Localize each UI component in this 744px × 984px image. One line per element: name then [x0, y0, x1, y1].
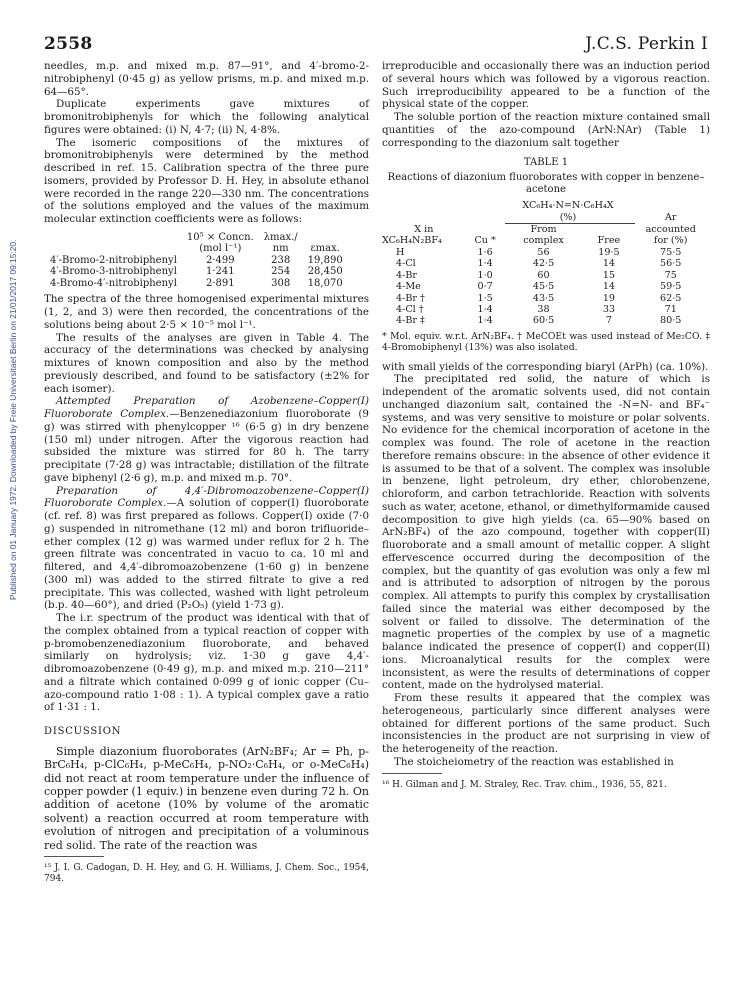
section-title: Preparation of 4,4′-Dibromoazobenzene–Copper(I) Fluoroborate Complex. [44, 484, 369, 510]
table-cell: H [396, 246, 405, 258]
column-group-unit: (%) [505, 212, 636, 224]
table-cell: 75·5 [660, 246, 682, 258]
table-cell: 4-Br † [396, 292, 425, 304]
table-row [382, 293, 710, 304]
table-cell: 19 [602, 292, 616, 304]
table-cell: 254 [271, 266, 291, 278]
paragraph: irreproducible and occasionally there was an induction period of several hours which was followed by a vigorous reaction. Such irreproducibility appeared to be a function of the physical state of the copper. [382, 60, 710, 111]
table-cell: 308 [271, 277, 291, 289]
table-row [382, 247, 710, 258]
table-row [382, 281, 710, 292]
table-cell: 1·4 [477, 315, 493, 327]
column-header: Free [597, 235, 621, 247]
table-row [50, 255, 353, 267]
column-header: accounted [645, 224, 696, 236]
column-header: (mol l⁻¹) [199, 243, 242, 255]
footnote: ¹⁵ J. I. G. Cadogan, D. H. Hey, and G. H. Williams, J. Chem. Soc., 1954, 794. [44, 863, 369, 884]
column-header [308, 232, 353, 244]
column-header: for (%) [653, 235, 688, 247]
table-cell: 45·5 [532, 281, 555, 293]
column-header: complex [523, 235, 564, 247]
paragraph: needles, m.p. and mixed m.p. 87—91°, and 4′-bromo-2-nitrobiphenyl (0·45 g) as yellow prisms, m.p. and mixed m.p. 64—65°. [44, 60, 369, 98]
paragraph: The results of the analyses are given in Table 4. The accuracy of the determinations was checked by analysing mixtures of known composition and also by the method previously described, and found to be satisfactory (±2% for each isomer). [44, 331, 369, 395]
table-cell: 43·5 [532, 292, 555, 304]
table-cell: 0·7 [477, 281, 493, 293]
column-header: nm [272, 243, 289, 255]
table-cell: 1·0 [477, 269, 493, 281]
table-cell: 38 [537, 303, 550, 315]
table-cell: 56 [537, 246, 550, 258]
paragraph: The precipitated red solid, the nature of which is independent of the aromatic solvents used, did not contain unchanged diazonium salt, contained the -N=N- and BF₄⁻ systems, and was very sensitive to moisture or polar solvents. No evidence for the chemical incorporation of acetone in the complex was found. The role of acetone in the reaction therefore remains obscure: in the absence of other evidence it is assumed to be that of a solvent. The complex was insoluble in benzene, light petroleum, dry ether, chlorobenzene, chloroform, and carbon tetrachloride. Reaction with solvents such as water, acetone, ethanol, or dimethylformamide caused decomposition to give high yields (ca. 65—90% based on ArN₂BF₄) of the azo compound, together with copper(II) fluoroborate and a small amount of metallic copper. A slight effervescence occurred during the decomposition of the complex, but the quantity of gas evolution was only a few ml and is attributed to adsorption of nitrogen by the porous complex. All attempts to purify this complex by crystallisation failed since the material was either decomposed by the solvent or failed to dissolve. The determination of the magnetic properties of the complex by use of a magnetic balance indicated the presence of copper(I) and copper(II) ions. Microanalytical results for the complex were inconsistent, as were the results of determinations of copper content, made on the hydrolysed material. [382, 373, 710, 692]
table-cell: 60 [537, 269, 550, 281]
table-cell: 4-Br [396, 269, 417, 281]
table-row [382, 270, 710, 281]
table-cell: 1·6 [477, 246, 493, 258]
paragraph: with small yields of the corresponding biaryl (ArPh) (ca. 10%). [382, 360, 709, 373]
table-row [382, 304, 710, 315]
column-header: λmax./ [263, 231, 298, 243]
compound-name: 4′-Bromo-3-nitrobiphenyl [50, 266, 177, 278]
paragraph: The i.r. spectrum of the product was identical with that of the complex obtained from a typical reaction of copper with p-bromobenzenediazonium fluoroborate, and behaved similarly on hydrolysis; viz. 1·30 g gave 4,4′-dibromoazobenzene (0·49 g), m.p. and mixed m.p. 210—211° and a filtrate which contained 0·099 g of ionic copper (Cu–azo-compound ratio 1·08 : 1). A typical complex gave a ratio of 1·31 : 1. [44, 612, 369, 714]
table-cell: 56·5 [660, 258, 682, 270]
column-group-header: XC₆H₄·N=N·C₆H₄X [522, 200, 614, 212]
table-row [50, 266, 353, 278]
table-cell: 80·5 [660, 315, 682, 327]
footnote-divider [382, 773, 442, 774]
table-cell: 18,070 [307, 277, 343, 289]
paragraph: Duplicate experiments gave mixtures of bromonitrobiphenyls for which the following analytical figures were obtained: (i) N, 4·7; (ii) N, 4·8%. [44, 98, 369, 136]
table-cell: 1·5 [477, 292, 493, 304]
paragraph-text: —A solution of copper(I) fluoroborate (cf. ref. 8) was first prepared as follows. Copper(I) oxide (7·0 g) suspended in nitromethane (12 ml) and boron trifluoride–ether complex (12 g) was warmed under reflux for 2 h. The green filtrate was concentrated in vacuo to ca. 10 ml and filtered, and 4,4′-dibromoazobenzene (1·60 g) in benzene (300 ml) was added to the stirred filtrate to give a red precipitate. This was collected, washed with light petroleum (b.p. 40—60°), and dried (P₂O₅) (yield 1·73 g). [44, 497, 369, 612]
compound-name: 4′-Bromo-2-nitrobiphenyl [50, 254, 177, 266]
table-cell: 15 [602, 269, 616, 281]
table-cell: 42·5 [532, 258, 555, 270]
page-number: 2558 [44, 34, 93, 54]
right-column [382, 60, 710, 791]
table-cell: 59·5 [660, 281, 682, 293]
table-cell: 4-Cl † [396, 303, 424, 315]
table-cell: 19,890 [307, 254, 343, 266]
table-cell: 60·5 [532, 315, 555, 327]
paragraph: From these results it appeared that the complex was heterogeneous, particularly since different analyses were obtained for different portions of the same product. Such inconsistencies in the product are not surprising in view of the heterogeneity of the reaction. [382, 692, 710, 756]
table-row [382, 258, 710, 269]
table-cell: 19·5 [598, 246, 620, 258]
column-header: XC₆H₄N₂BF₄ [382, 235, 442, 247]
table-cell: 4-Me [396, 281, 421, 293]
download-note[interactable]: Published on 01 January 1972. Downloaded by Freie Universitaet Berlin on 21/01/2017 09:15:20. [8, 239, 18, 600]
table-cell: 71 [664, 303, 677, 315]
column-header: Cu * [474, 235, 496, 247]
table-caption: Reactions of diazonium fluoroborates with copper in benzene–acetone [387, 172, 705, 196]
table-cell: 4-Br ‡ [396, 315, 425, 327]
column-header: εmax. [310, 243, 340, 255]
table-cell: 62·5 [660, 292, 682, 304]
table-footnote: * Mol. equiv. w.r.t. ArN₂BF₄. † MeCOEt was used instead of Me₂CO. ‡ 4-Bromobiphenyl (13%) was also isolated. [382, 330, 710, 353]
table-row [382, 315, 710, 326]
paragraph: The stoicheiometry of the reaction was established in [394, 755, 674, 768]
table-cell: 1·241 [205, 266, 235, 278]
journal-name: J.C.S. Perkin I [585, 34, 708, 54]
section-title: Attempted Preparation of Azobenzene–Copper(I) Fluoroborate Complex. [44, 395, 369, 420]
column-header: From [530, 224, 557, 236]
results-table [382, 200, 710, 326]
extinction-table [50, 232, 353, 290]
table-cell: 28,450 [307, 266, 343, 278]
table-label: TABLE 1 [523, 157, 569, 169]
footnote: ¹⁶ H. Gilman and J. M. Straley, Rec. Trav. chim., 1936, 55, 821. [382, 779, 667, 790]
column-header: Ar [664, 212, 677, 224]
table-cell: 2·891 [205, 277, 235, 289]
discussion-heading: DISCUSSION [44, 726, 122, 737]
paragraph: The isomeric compositions of the mixtures of bromonitrobiphenyls were determined by the method described in ref. 15. Calibration spectra of the three pure isomers, provided by Professor D. H. Hey, in absolute ethanol were recorded in the range 220—330 nm. The concentrations of the solutions employed and the values of the maximum molecular extinction coefficients were as follows: [44, 136, 369, 225]
table-cell: 4-Cl [396, 258, 416, 270]
table-cell: 238 [271, 254, 291, 266]
table-cell: 14 [602, 258, 616, 270]
column-header: X in [414, 224, 434, 236]
table-cell: 14 [602, 281, 616, 293]
paragraph [44, 395, 369, 484]
column-header: 10⁵ × Concn. [186, 231, 254, 243]
table-cell: 75 [664, 269, 677, 281]
table-cell: 7 [605, 315, 612, 327]
footnote-divider [44, 856, 104, 857]
table-row [50, 278, 353, 290]
table-cell: 2·499 [205, 254, 235, 266]
paragraph-text: —Benzenediazonium fluoroborate (9 g) was stirred with phenylcopper ¹⁶ (6·5 g) in dry benzene (150 ml) under nitrogen. After the vigorous reaction had subsided the mixture was stirred for 80 h. The tarry precipitate (7·28 g) was intractable; distillation of the filtrate gave biphenyl (2·6 g), m.p. and mixed m.p. 70°. [44, 408, 369, 484]
table-cell: 1·4 [477, 303, 493, 315]
left-column [44, 60, 369, 885]
download-watermark [8, 140, 20, 600]
paragraph: The soluble portion of the reaction mixture contained small quantities of the azo-compound (ArN:NAr) (Table 1) corresponding to the diazonium salt together [382, 111, 710, 149]
table-cell: 1·4 [477, 258, 493, 270]
table-cell: 33 [602, 303, 616, 315]
paragraph: The spectra of the three homogenised experimental mixtures (1, 2, and 3) were then recorded, the concentrations of the solutions being about 2·5 × 10⁻⁵ mol l⁻¹. [44, 293, 369, 331]
paragraph [44, 485, 369, 613]
paragraph: Simple diazonium fluoroborates (ArN₂BF₄; Ar = Ph, p-BrC₆H₄, p-ClC₆H₄, p-MeC₆H₄, p-NO₂·C₆H₄, or o-MeC₆H₄) did not react at room temperature under the influence of copper powder (1 equiv.) in benzene even during 72 h. On addition of acetone (10% by volume of the aromatic solvent) a reaction occurred at room temperature with evolution of nitrogen and precipitation of a voluminous red solid. The rate of the reaction was [44, 744, 369, 852]
compound-name: 4-Bromo-4′-nitrobiphenyl [50, 277, 177, 289]
